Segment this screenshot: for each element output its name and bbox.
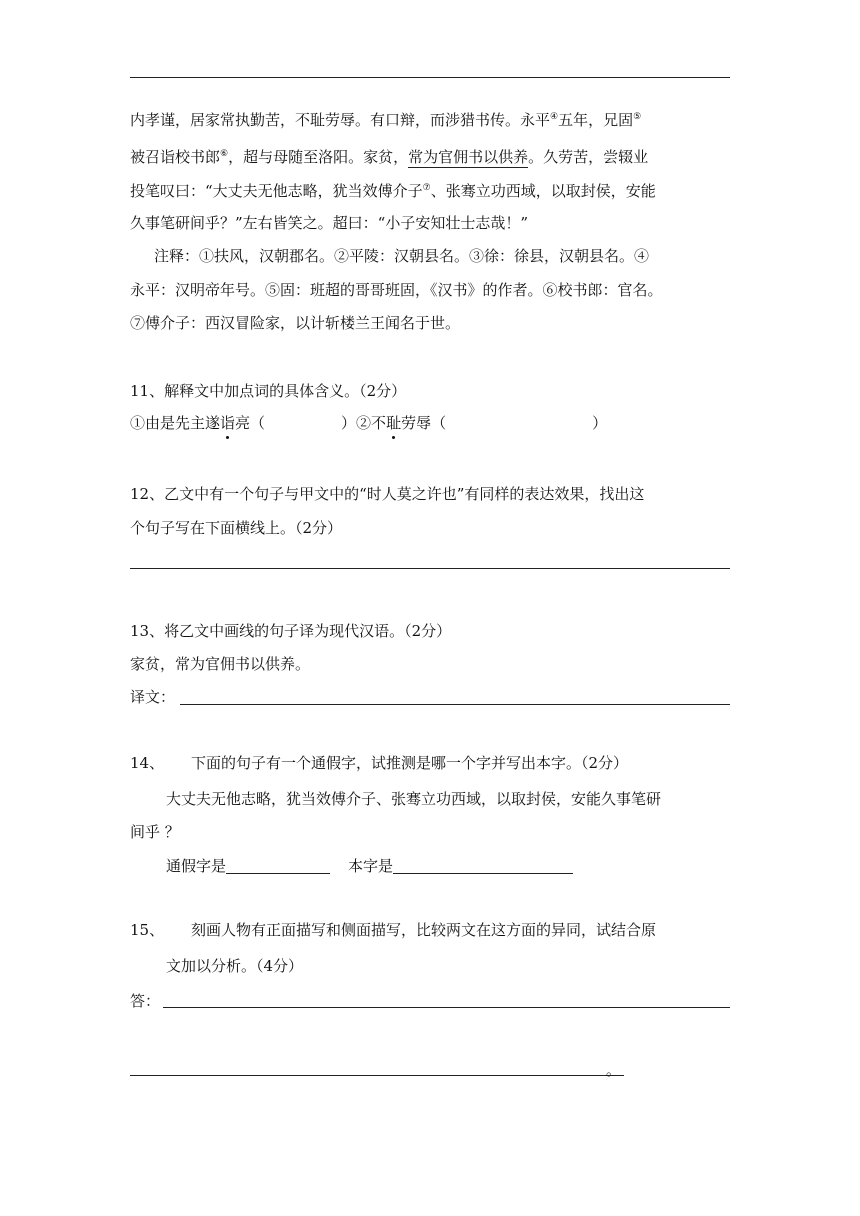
q13-title: 13、将乙文中画线的句子译为现代汉语。（2分） (130, 622, 452, 640)
q14-label-2: 本字是 (348, 857, 394, 875)
passage-text: ，超与母随至洛阳。家贫， (228, 148, 409, 166)
q11-title: 11、解释文中加点词的具体含义。（2分） (130, 382, 407, 400)
q11-text: 亮（ (235, 414, 266, 432)
notes-line-2: 永平：汉明帝年号。⑤固：班超的哥哥班固，《汉书》的作者。⑥校书郎：官名。 (130, 281, 663, 299)
dotted-word: 诣 (220, 414, 236, 432)
footnote-mark: ⑦ (422, 183, 431, 193)
footnote-mark: ⑥ (220, 149, 229, 159)
top-rule (130, 77, 730, 78)
q15-answer-line-2[interactable] (130, 1075, 624, 1076)
dotted-word: 耻 (386, 414, 402, 432)
q14-blank-2[interactable] (393, 857, 573, 874)
q11-answer-line (130, 413, 607, 433)
q15-number: 15、 (130, 921, 165, 939)
passage-text: 五年，兄固 (558, 111, 634, 129)
q15-answer-line-1[interactable] (163, 1007, 730, 1008)
notes-line-3: ⑦傅介子：西汉冒险家，以计斩楼兰王闻名于世。 (130, 314, 461, 332)
q14-line-1: 大丈夫无他志略，犹当效傅介子、张骞立功西域，以取封侯，安能久事笔研 (166, 790, 662, 808)
q12-line-2: 个句子写在下面横线上。（2分） (130, 519, 343, 537)
passage-line-3 (130, 181, 656, 201)
q15-line-2: 文加以分析。（4分） (166, 957, 304, 975)
notes-line-1: 注释：①扶风，汉朝郡名。②平陵：汉朝县名。③徐：徐县，汉朝县名。④ (154, 247, 650, 265)
passage-line-1 (130, 110, 641, 130)
passage-text: 内孝谨，居家常执勤苦，不耻劳辱。有口辩，而涉猎书传。永平 (130, 111, 551, 129)
q12-line-1: 12、乙文中有一个句子与甲文中的“时人莫之许也”有同样的表达效果，找出这 (130, 485, 645, 503)
footnote-mark: ⑤ (633, 112, 642, 122)
underlined-sentence: 常为官佣书以供养 (408, 148, 529, 166)
q13-sentence: 家贫，常为官佣书以供养。 (130, 655, 311, 673)
passage-text: 。久劳苦，尝辍业 (528, 148, 649, 166)
q11-text: ）②不 (341, 414, 387, 432)
q14-fill-line (166, 856, 573, 876)
passage-line-2 (130, 147, 648, 167)
passage-line-4: 久事笔研间乎？”左右皆笑之。超曰：“小子安知壮士志哉！” (130, 214, 529, 232)
q11-text: 劳辱（ (401, 414, 447, 432)
footnote-mark: ④ (550, 112, 559, 122)
q11-text: ①由是先主遂 (130, 414, 221, 432)
q14-label-1: 通假字是 (166, 857, 227, 875)
q14-line-2: 间乎 ？ (130, 823, 180, 841)
q14-number: 14、 (130, 754, 165, 772)
passage-text: 、张骞立功西域，以取封侯，安能 (430, 182, 656, 200)
q15-end-mark: 。 (606, 1061, 622, 1079)
q12-answer-line[interactable] (130, 568, 730, 569)
q13-label: 译文： (130, 688, 176, 706)
passage-text: 投笔叹曰：“大丈夫无他志略，犹当效傅介子 (130, 182, 423, 200)
q15-label: 答： (130, 992, 161, 1010)
q15-line-1: 刻画人物有正面描写和侧面描写，比较两文在这方面的异同，试结合原 (191, 921, 657, 939)
q14-blank-1[interactable] (226, 857, 330, 874)
q14-title: 下面的句子有一个通假字，试推测是哪一个字并写出本字。（2分） (191, 754, 629, 772)
passage-text: 被召诣校书郎 (130, 148, 221, 166)
q11-text: ） (592, 414, 608, 432)
q13-answer-line[interactable] (180, 704, 730, 705)
